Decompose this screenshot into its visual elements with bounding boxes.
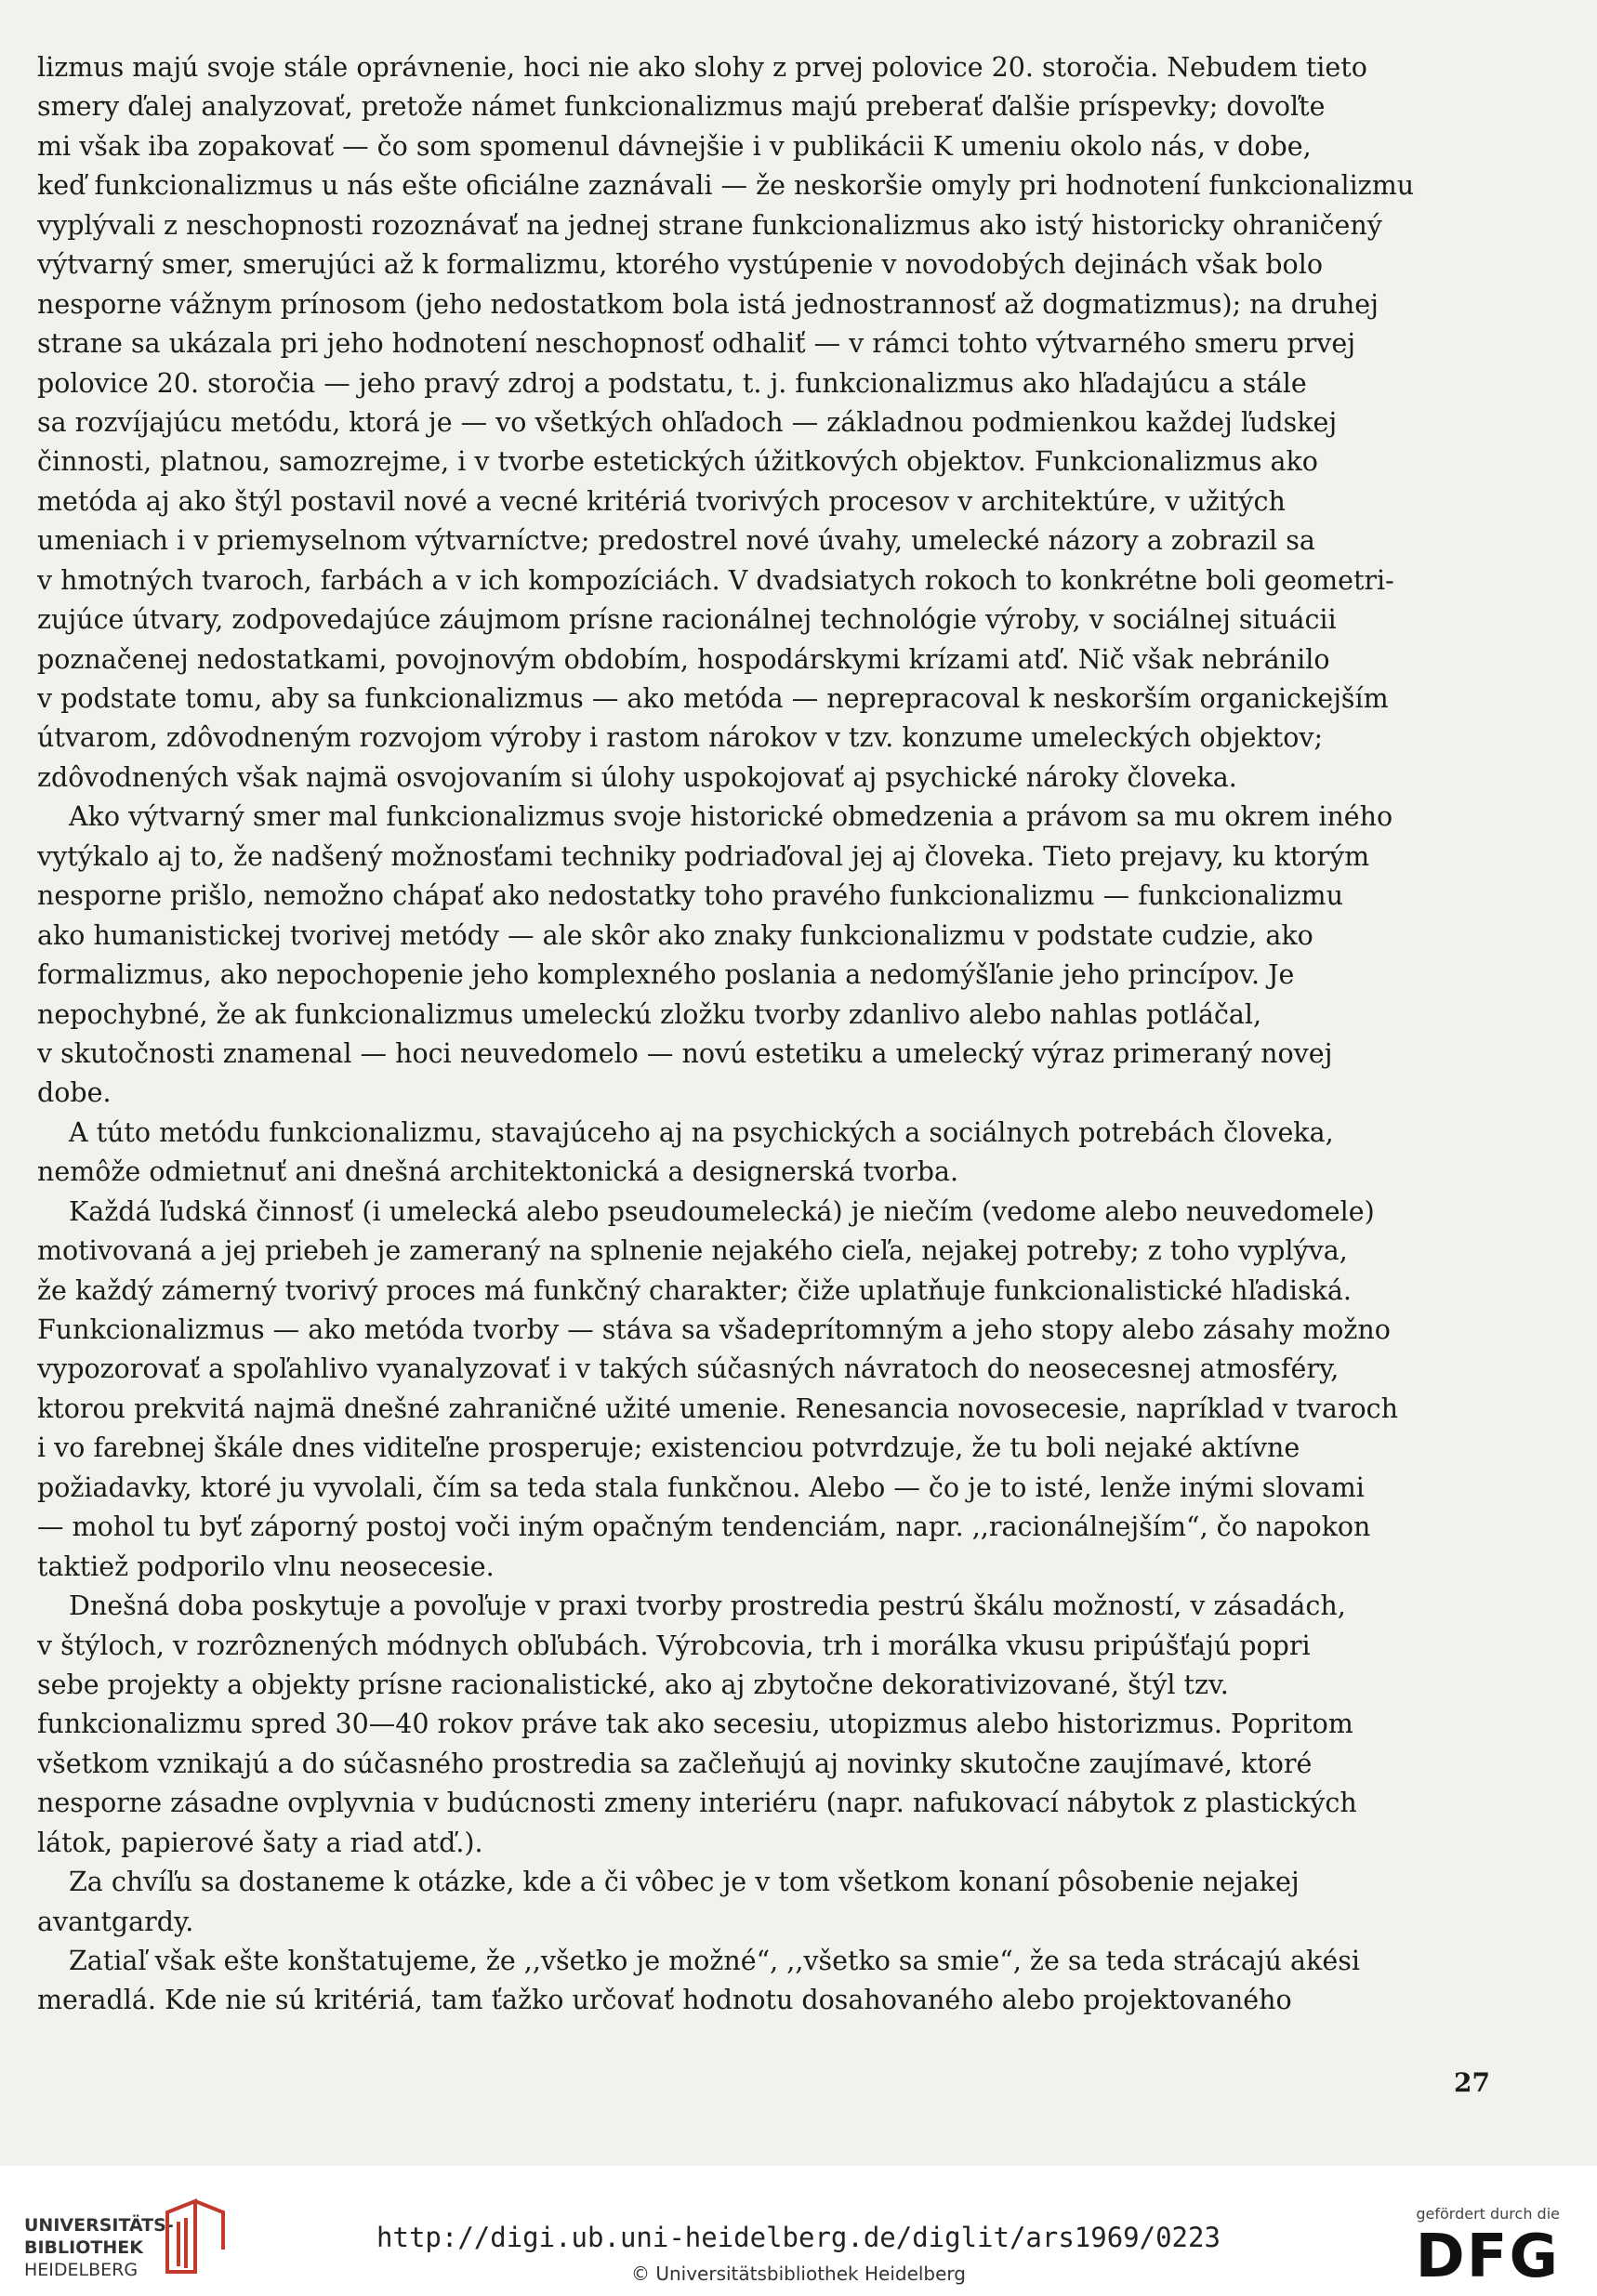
text-line: výtvarný smer, smerujúci až k formalizmu, ktorého vystúpenie v novodobých dejinách však bolo [37, 249, 1323, 281]
paragraph [37, 1587, 1506, 1863]
text-line: v skutočnosti znamenal — hoci neuvedomelo — novú estetiku a umelecký výraz primeraný novej [37, 1037, 1333, 1069]
funding-note: gefördert durch die [1416, 2205, 1560, 2223]
text-line: umeniach i v priemyselnom výtvarníctve; predostrel nové úvahy, umelecké názory a zobrazil sa [37, 525, 1315, 557]
text-line: formalizmus, ako nepochopenie jeho komplexného poslania a nedomýšľanie jeho princípov. Je [37, 959, 1295, 991]
page-number: 27 [1454, 2067, 1490, 2098]
text-line: meradlá. Kde nie sú kritériá, tam ťažko určovať hodnotu dosahovaného alebo projektovaného [37, 1985, 1292, 2016]
text-line: smery ďalej analyzovať, pretože námet funkcionalizmus majú preberať ďalšie príspevky; dovoľte [37, 91, 1326, 123]
library-name-line2: BIBLIOTHEK [24, 2237, 143, 2258]
text-line: nesporne vážnym prínosom (jeho nedostatkom bola istá jednostrannosť až dogmatizmus); na druhej [37, 288, 1379, 320]
text-line: zdôvodnených však najmä osvojovaním si úlohy uspokojovať aj psychické nároky človeka. [37, 761, 1237, 793]
text-line: vytýkalo aj to, že nadšený možnosťami techniky podriaďoval jej aj človeka. Tieto prejavy, ku ktorým [37, 840, 1370, 872]
library-name-line3: HEIDELBERG [24, 2260, 139, 2280]
text-line: vypozorovať a spoľahlivo vyanalyzovať i v takých súčasných návratoch do neosecesnej atmosféry, [37, 1353, 1340, 1385]
text-line: lizmus majú svoje stále oprávnenie, hoci nie ako slohy z prvej polovice 20. storočia. Nebudem tieto [37, 52, 1367, 83]
source-url-link[interactable]: http://digi.ub.uni-heidelberg.de/diglit/ars1969/0223 [376, 2222, 1221, 2253]
text-line: — mohol tu byť záporný postoj voči iným opačným tendenciám, napr. ,,racionálnejším“, čo napokon [37, 1511, 1371, 1543]
text-line: útvarom, zdôvodneným rozvojom výroby i rastom nárokov v tzv. konzume umeleckých objektov; [37, 722, 1324, 754]
text-line: motivovaná a jej priebeh je zameraný na splnenie nejakého cieľa, nejakej potreby; z toho vyplýva, [37, 1235, 1348, 1267]
paragraph [37, 798, 1506, 1114]
text-line: vyplývali z neschopnosti rozoznávať na jednej strane funkcionalizmus ako istý historicky ohraničený [37, 209, 1382, 241]
text-line: keď funkcionalizmus u nás ešte oficiálne zaznávali — že neskoršie omyly pri hodnotení funkcionalizmu [37, 170, 1415, 202]
text-line: že každý zámerný tvorivý proces má funkčný charakter; čiže uplatňuje funkcionalistické hľadiská. [37, 1274, 1352, 1306]
text-line: nesporne zásadne ovplyvnia v budúcnosti zmeny interiéru (napr. nafukovací nábytok z plastických [37, 1788, 1357, 1819]
text-line: zujúce útvary, zodpovedajúce záujmom prísne racionálnej technológie výroby, v sociálnej situácii [37, 604, 1337, 636]
text-line: v hmotných tvaroch, farbách a v ich kompozíciách. V dvadsiatych rokoch to konkrétne boli geometri- [37, 564, 1394, 596]
text-line: Dnešná doba poskytuje a povoľuje v praxi tvorby prostredia pestrú škálu možností, v zásadách, [69, 1590, 1346, 1622]
text-line: taktiež podporilo vlnu neosecesie. [37, 1550, 495, 1582]
text-line: strane sa ukázala pri jeho hodnotení neschopnosť odhaliť — v rámci tohto výtvarného smeru prvej [37, 328, 1356, 360]
text-line: činnosti, platnou, samozrejme, i v tvorbe estetických úžitkových objektov. Funkcionalizmus ako [37, 446, 1318, 478]
text-line: A túto metódu funkcionalizmu, stavajúceho aj na psychických a sociálnych potrebách človeka, [69, 1116, 1334, 1148]
text-line: sebe projekty a objekty prísne racionalistické, ako aj zbytočne dekorativizované, štýl tzv. [37, 1669, 1229, 1700]
text-line: metóda aj ako štýl postavil nové a vecné kritériá tvorivých procesov v architektúre, v užitých [37, 485, 1286, 517]
text-line: funkcionalizmu spred 30—40 rokov práve tak ako secesiu, utopizmus alebo historizmus. Popritom [37, 1709, 1353, 1740]
text-line: Za chvíľu sa dostaneme k otázke, kde a či vôbec je v tom všetkom konaní pôsobenie nejakej [69, 1867, 1300, 1898]
text-line: poznačenej nedostatkami, povojnovým obdobím, hospodárskymi krízami atď. Nič však nebránilo [37, 643, 1330, 675]
paragraph [37, 1942, 1506, 2021]
paragraph [37, 48, 1506, 798]
text-line: Každá ľudská činnosť (i umelecká alebo pseudoumelecká) je niečím (vedome alebo neuvedomele) [69, 1195, 1375, 1227]
text-line: všetkom vznikajú a do súčasného prostredia sa začleňujú aj novinky skutočne zaujímavé, ktoré [37, 1748, 1313, 1779]
text-line: i vo farebnej škále dnes viditeľne prosperuje; existenciou potvrdzuje, že tu boli nejaké aktívne [37, 1432, 1300, 1464]
paragraph [37, 1114, 1506, 1193]
text-line: nesporne prišlo, nemožno chápať ako nedostatky toho pravého funkcionalizmu — funkcionalizmu [37, 880, 1343, 912]
library-name-line1: UNIVERSITÄTS- [24, 2215, 174, 2236]
text-line: sa rozvíjajúcu metódu, ktorá je — vo všetkých ohľadoch — základnou podmienkou každej ľudskej [37, 406, 1338, 438]
text-line: polovice 20. storočia — jeho pravý zdroj a podstatu, t. j. funkcionalizmus ako hľadajúcu a stále [37, 367, 1307, 399]
footer-bar [0, 2166, 1597, 2296]
text-line: dobe. [37, 1077, 112, 1109]
text-line: mi však iba zopakovať — čo som spomenul dávnejšie i v publikácii K umeniu okolo nás, v dobe, [37, 130, 1312, 162]
text-line: nemôže odmietnuť ani dnešná architektonická a designerská tvorba. [37, 1156, 959, 1188]
text-line: avantgardy. [37, 1906, 194, 1937]
text-line: Ako výtvarný smer mal funkcionalizmus svoje historické obmedzenia a právom sa mu okrem iného [69, 801, 1393, 833]
document-body [37, 48, 1506, 2021]
dfg-logo: DFG [1415, 2223, 1560, 2291]
text-line: v štýloch, v rozrôznených módnych obľubách. Výrobcovia, trh i morálka vkusu pripúšťajú popri [37, 1630, 1311, 1661]
text-line: v podstate tomu, aby sa funkcionalizmus — ako metóda — neprepracoval k neskorším organickejším [37, 683, 1389, 714]
paragraph [37, 1863, 1506, 1942]
text-line: Zatiaľ však ešte konštatujeme, že ,,všetko je možné“, ,,všetko sa smie“, že sa teda strácajú akési [69, 1946, 1360, 1976]
text-line: požiadavky, ktoré ju vyvolali, čím sa teda stala funkčnou. Alebo — čo je to isté, lenže inými slovami [37, 1471, 1365, 1503]
paragraph [37, 1193, 1506, 1587]
text-line: látok, papierové šaty a riad atď.). [37, 1827, 483, 1858]
text-line: ako humanistickej tvorivej metódy — ale skôr ako znaky funkcionalizmu v podstate cudzie, ako [37, 919, 1313, 951]
text-line: Funkcionalizmus — ako metóda tvorby — stáva sa všadeprítomným a jeho stopy alebo zásahy možno [37, 1314, 1391, 1345]
text-line: ktorou prekvitá najmä dnešné zahraničné užité umenie. Renesancia novosecesie, napríklad v tvaroch [37, 1392, 1398, 1424]
text-line: nepochybné, že ak funkcionalizmus umeleckú zložku tvorby zdanlivo alebo nahlas potláčal, [37, 998, 1262, 1030]
copyright-notice: © Universitätsbibliothek Heidelberg [630, 2263, 966, 2285]
